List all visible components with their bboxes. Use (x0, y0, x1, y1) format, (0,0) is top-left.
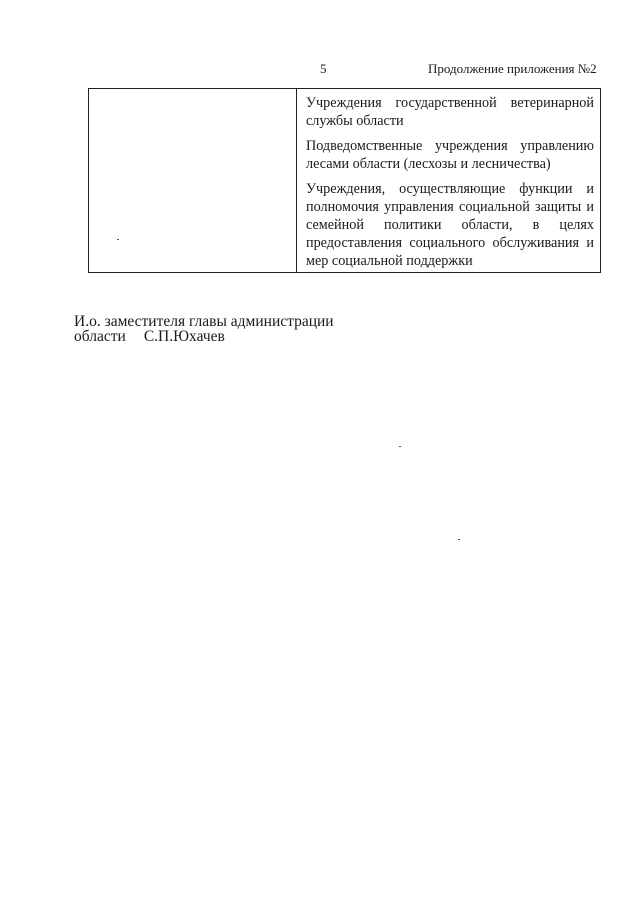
page-number: 5 (320, 61, 327, 76)
signature-region: области (74, 328, 126, 345)
table-entry-veterinary: Учреждения государственной ветеринарной службы области (306, 95, 594, 129)
signature-title: И.о. заместителя главы администрации (74, 313, 334, 330)
table-entry-forestry: Подведомственные учреждения управлению лесами области (лесхозы и лесничества) (306, 138, 594, 172)
table-cell-empty (89, 89, 297, 273)
table-row (89, 89, 601, 273)
institutions-table (88, 88, 601, 273)
continuation-header: Продолжение приложения №2 (428, 61, 597, 76)
scan-speck (117, 239, 119, 240)
scan-speck (399, 446, 401, 447)
table-entry-social: Учреждения, осуществляющие функции и полномочия управления социальной защиты и семейной политики области, в целях предоставления социального обслуживания и мер социальной поддержки (306, 181, 594, 269)
table-cell-institutions (297, 89, 601, 273)
signature-block (74, 314, 334, 344)
signature-line (74, 329, 334, 344)
scan-speck (458, 539, 460, 540)
signature-name: С.П.Юхачев (143, 328, 225, 345)
